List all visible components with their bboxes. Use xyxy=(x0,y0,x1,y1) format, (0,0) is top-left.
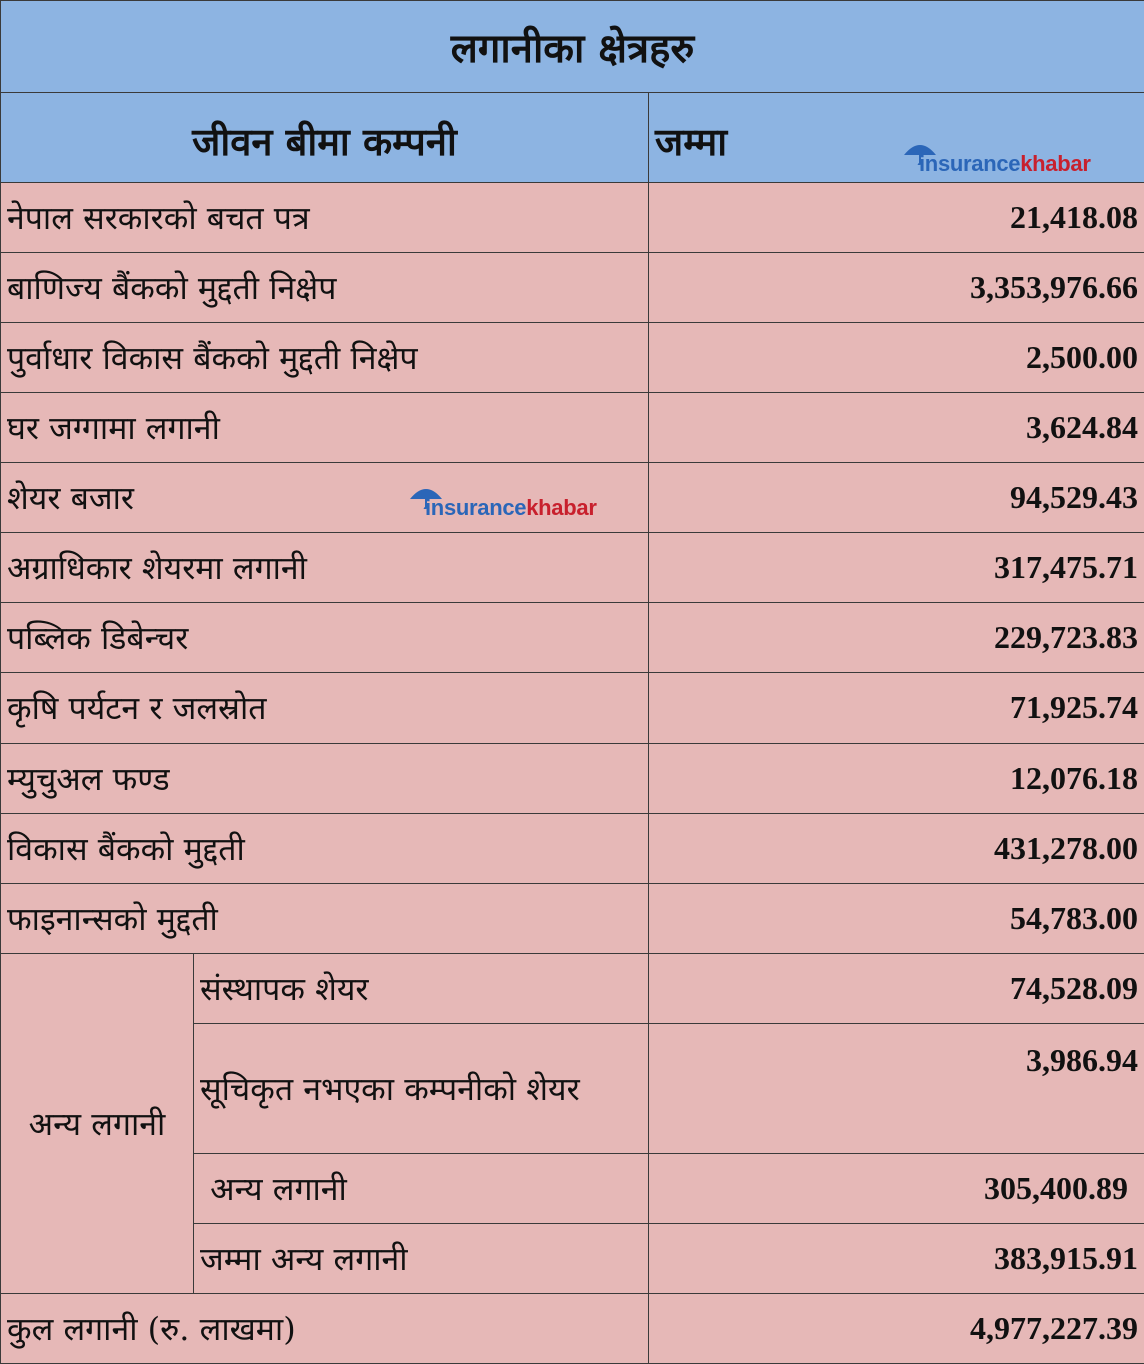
table-row xyxy=(1,463,1144,533)
total-label: कुल लगानी (रु. लाखमा) xyxy=(1,1293,649,1363)
row-label: पब्लिक डिबेन्चर xyxy=(1,603,649,673)
table-row xyxy=(1,323,1144,393)
row-label: नेपाल सरकारको बचत पत्र xyxy=(1,183,649,253)
header-row xyxy=(1,93,1144,183)
row-label: पुर्वाधार विकास बैंकको मुद्दती निक्षेप xyxy=(1,323,649,393)
row-label: शेयर बजार xyxy=(7,479,134,518)
row-label: अग्राधिकार शेयरमा लगानी xyxy=(1,533,649,603)
row-value: 229,723.83 xyxy=(649,603,1144,673)
table-row xyxy=(1,533,1144,603)
logo-insurance-text: insurance xyxy=(425,495,527,521)
row-value: 54,783.00 xyxy=(649,883,1144,953)
row-label: म्युचुअल फण्ड xyxy=(1,743,649,813)
table-row xyxy=(1,253,1144,323)
row-value: 12,076.18 xyxy=(649,743,1144,813)
row-value: 3,624.84 xyxy=(649,393,1144,463)
row-label: बाणिज्य बैंकको मुद्दती निक्षेप xyxy=(1,253,649,323)
row-value: 3,986.94 xyxy=(649,1023,1144,1153)
header-total-cell xyxy=(649,93,1144,183)
row-label: घर जग्गामा लगानी xyxy=(1,393,649,463)
table-title: लगानीका क्षेत्रहरु xyxy=(1,1,1144,93)
table-row xyxy=(1,603,1144,673)
total-row xyxy=(1,1293,1144,1363)
row-label: फाइनान्सको मुद्दती xyxy=(1,883,649,953)
row-value: 383,915.91 xyxy=(649,1223,1144,1293)
header-total: जम्मा xyxy=(655,119,728,165)
insurancekhabar-logo-watermark xyxy=(409,485,597,519)
row-value: 94,529.43 xyxy=(649,463,1144,533)
header-company: जीवन बीमा कम्पनी xyxy=(1,93,649,183)
row-value: 317,475.71 xyxy=(649,533,1144,603)
logo-khabar-text: khabar xyxy=(1020,151,1091,177)
row-value: 74,528.09 xyxy=(649,953,1144,1023)
table-row xyxy=(1,743,1144,813)
table-row xyxy=(1,393,1144,463)
row-label: सूचिकृत नभएका कम्पनीको शेयर xyxy=(194,1023,649,1153)
table-row xyxy=(1,183,1144,253)
row-value: 305,400.89 xyxy=(649,1153,1144,1223)
table-row xyxy=(1,673,1144,743)
table-row xyxy=(1,883,1144,953)
logo-insurance-text: insurance xyxy=(919,151,1021,177)
row-label: जम्मा अन्य लगानी xyxy=(194,1223,649,1293)
row-label: अन्य लगानी xyxy=(194,1153,649,1223)
row-label: विकास बैंकको मुद्दती xyxy=(1,813,649,883)
row-label: संस्थापक शेयर xyxy=(194,953,649,1023)
row-value: 431,278.00 xyxy=(649,813,1144,883)
logo-khabar-text: khabar xyxy=(526,495,597,521)
row-label-cell xyxy=(1,463,649,533)
other-investment-row xyxy=(1,953,1144,1023)
table-row xyxy=(1,813,1144,883)
total-value: 4,977,227.39 xyxy=(649,1293,1144,1363)
row-label: कृषि पर्यटन र जलस्रोत xyxy=(1,673,649,743)
title-row xyxy=(1,1,1144,93)
insurancekhabar-logo xyxy=(903,141,1091,175)
row-value: 3,353,976.66 xyxy=(649,253,1144,323)
row-value: 21,418.08 xyxy=(649,183,1144,253)
row-value: 71,925.74 xyxy=(649,673,1144,743)
row-value: 2,500.00 xyxy=(649,323,1144,393)
other-investment-label: अन्य लगानी xyxy=(1,953,194,1293)
